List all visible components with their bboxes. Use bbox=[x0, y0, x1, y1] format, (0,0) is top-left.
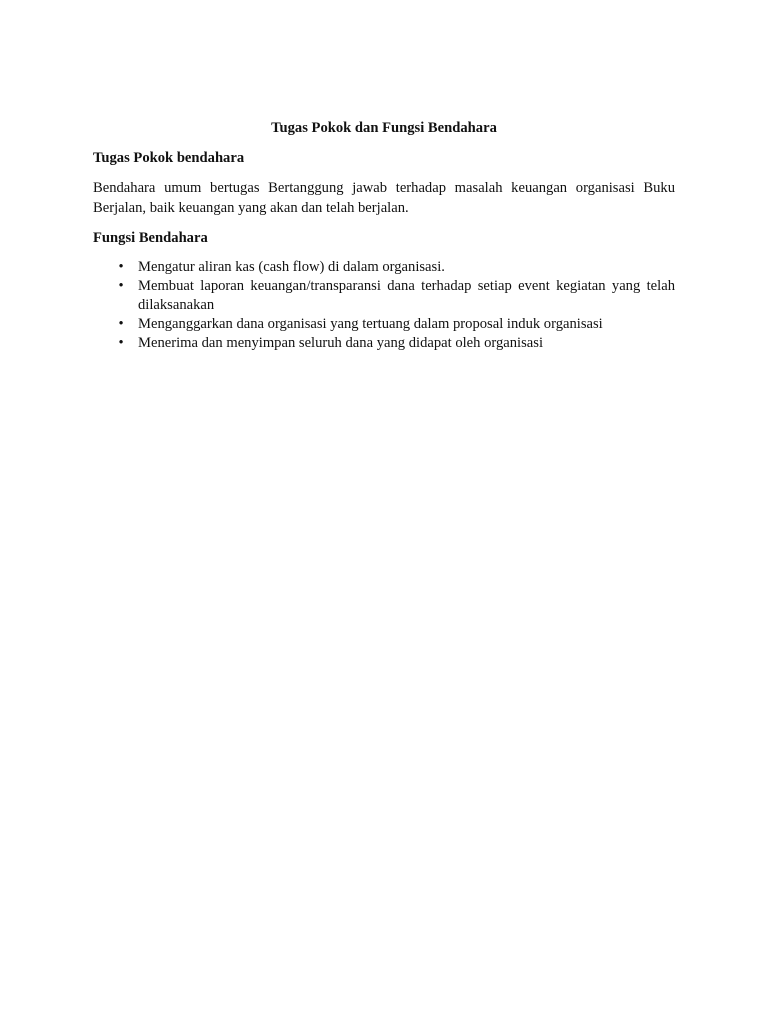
bullet-icon: • bbox=[118, 259, 124, 275]
bullet-icon: • bbox=[118, 278, 124, 294]
bullet-icon: • bbox=[118, 335, 124, 351]
list-item bbox=[93, 334, 675, 353]
fungsi-bullet-list bbox=[93, 258, 675, 353]
list-item bbox=[93, 277, 675, 315]
list-item-text: Mengatur aliran kas (cash flow) di dalam organisasi. bbox=[138, 259, 445, 275]
section-heading-fungsi: Fungsi Bendahara bbox=[93, 230, 208, 246]
list-item-text: Membuat laporan keuangan/transparansi dana terhadap setiap event kegiatan yang telah dilaksanakan bbox=[138, 278, 675, 313]
list-item bbox=[93, 258, 675, 277]
list-item-text: Menerima dan menyimpan seluruh dana yang didapat oleh organisasi bbox=[138, 335, 543, 351]
section-heading-tugas-pokok: Tugas Pokok bendahara bbox=[93, 150, 245, 166]
list-item bbox=[93, 315, 675, 334]
document-content bbox=[93, 118, 675, 353]
paragraph-tugas-pokok: Bendahara umum bertugas Bertanggung jawab terhadap masalah keuangan organisasi Buku Berjalan, baik keuangan yang akan dan telah berjalan. bbox=[93, 180, 675, 216]
list-item-text: Menganggarkan dana organisasi yang tertuang dalam proposal induk organisasi bbox=[138, 316, 603, 332]
bullet-icon: • bbox=[118, 316, 124, 332]
document-title: Tugas Pokok dan Fungsi Bendahara bbox=[271, 120, 497, 136]
